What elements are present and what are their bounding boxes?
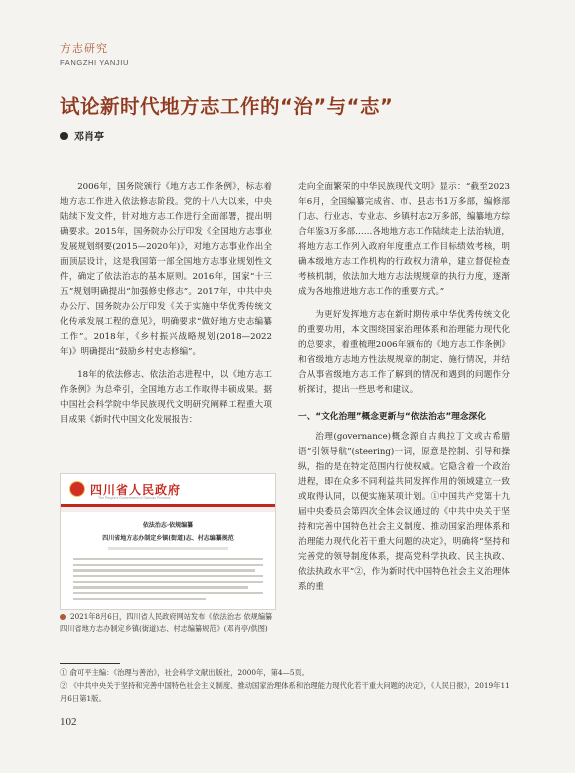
paragraph: 18年的依法修志、依法治志进程中，以《地方志工作条例》为总牵引，全国地方志工作取得丰硕成果。据中国社会科学院中华民族现代文明研究阐释工程重大项目成果《新时代中国文化发展报告： xyxy=(60,370,272,426)
footnote: ① 俞可平主编：《治理与善治》，社会科学文献出版社，2000年，第4—5页。 xyxy=(60,668,310,677)
paragraph: 2006年，国务院颁行《地方志工作条例》，标志着地方志工作进入依法修志阶段。党的十八大以来，中央陆续下发文件，针对地方志工作进行全面部署，提出明确要求。2015年，国务院办公厅印发《全国地方志事业发展规划纲要(2015—2020年)》，对地方志事业作出全面顶层设计，这是我国第一部全国地方志事业规划性文件，确定了依法治志的基本原则。2016年，国家“十三五”规划明确提出“加强修史修志”。2017年，中共中央办公厅、国务院办公厅印发《关于实施中华优秀传统文化传承发展工程的意见》，明确要求“做好地方史志编纂工作”。2018年，《乡村振兴战略规划(2018—2022年)》明确提出“鼓励乡村史志修编”。 xyxy=(60,182,272,358)
gov-site-subtitle: The People's Government of Sichuan Province xyxy=(98,496,171,500)
page-number: 102 xyxy=(60,716,77,728)
caption-bullet-icon xyxy=(60,614,66,620)
author-line xyxy=(60,128,104,143)
author-dot-icon xyxy=(60,132,68,140)
paragraph: 为更好发挥地方志在新时期传承中华优秀传统文化的重要功用，本文围绕国家治理体系和治理能力现代化的总要求，着重梳理2006年颁布的《地方志工作条例》和省级地方志地方性法规规章的制定、施行情况，并结合从事省级地方志工作了解到的情况和遇到的问题作分析探讨，提出一些思考和建议。 xyxy=(298,310,510,396)
text-line xyxy=(73,598,206,600)
section-heading: 一、“文化治理”概念更新与“依法治志”理念深化 xyxy=(298,412,486,423)
gov-site-nav xyxy=(61,507,275,512)
section-label xyxy=(60,40,129,67)
text-line xyxy=(73,592,263,594)
gov-emblem-icon xyxy=(69,481,85,497)
news-headline: 四川省地方志办制定乡镇(街道)志、村志编纂规范 xyxy=(102,535,234,542)
gov-site-name: 四川省人民政府 xyxy=(90,482,182,497)
news-column-name: 依法治志·依规编纂 xyxy=(142,522,194,529)
text-line xyxy=(73,586,248,588)
paragraph: 走向全面繁荣的中华民族现代文明》显示：“截至2023年6月，全国编纂完成省、市、县志书1万多部，编修部门志、行业志、专业志、乡镇村志2万多部，编纂地方综合年鉴3万多部……各地地方志工作陆续走上法治轨道，将地方志工作列入政府年度重点工作目标绩效考核，明确本级地方志工作机构的行政权力清单，建立督促检查考核机制，依法加大地方志法规规章的执行力度，逐渐成为各地推进地方志工作的重要方式。” xyxy=(298,182,510,298)
right-column xyxy=(298,180,510,595)
text-line xyxy=(73,558,263,560)
paragraph: 治理(governance)概念源自古典拉丁文或古希腊语“引领导航”(steering)一词，原意是控制、引导和操纵，指的是在特定范围内行使权威。它隐含着一个政治进程，即在众多不同利益共同发挥作用的领域建立一致或取得认同，以便实施某项计划。①中国共产党第十九届中央委员会第四次全体会议通过的《中共中央关于坚持和完善中国特色社会主义制度、推动国家治理体系和治理能力现代化若干重大问题的决定》，明确将“坚持和完善党的领导制度体系，提高党科学执政、民主执政、依法执政水平”②，作为新时代中国特色社会主义治理体系的重 xyxy=(298,431,510,592)
section-name-en: FANGZHI YANJIU xyxy=(60,58,129,67)
text-line xyxy=(73,575,263,577)
text-line xyxy=(73,569,255,571)
news-screenshot-image xyxy=(60,473,276,610)
footnote: ② 《中共中央关于坚持和完善中国特色社会主义制度、推动国家治理体系和治理能力现代化若干重大问题的决定》，《人民日报》，2019年11月6日第1版。 xyxy=(60,680,510,703)
author-name: 邓肖亭 xyxy=(74,132,104,143)
article-title: 试论新时代地方志工作的“治”与“志” xyxy=(60,95,394,118)
image-caption xyxy=(60,611,274,635)
text-line xyxy=(73,581,263,583)
left-column xyxy=(60,180,272,429)
news-body xyxy=(61,550,275,600)
section-name-cn: 方志研究 xyxy=(60,42,108,55)
text-line xyxy=(73,564,263,566)
footnote-divider xyxy=(60,663,120,664)
footnotes xyxy=(60,667,515,705)
gov-site-header xyxy=(61,474,275,507)
caption-text: 2021年8月6日，四川省人民政府网站发布《依法治志 依规编纂 四川省地方志办制定乡镇(街道)志、村志编纂规范》(邓肖亭/供图) xyxy=(60,612,273,633)
